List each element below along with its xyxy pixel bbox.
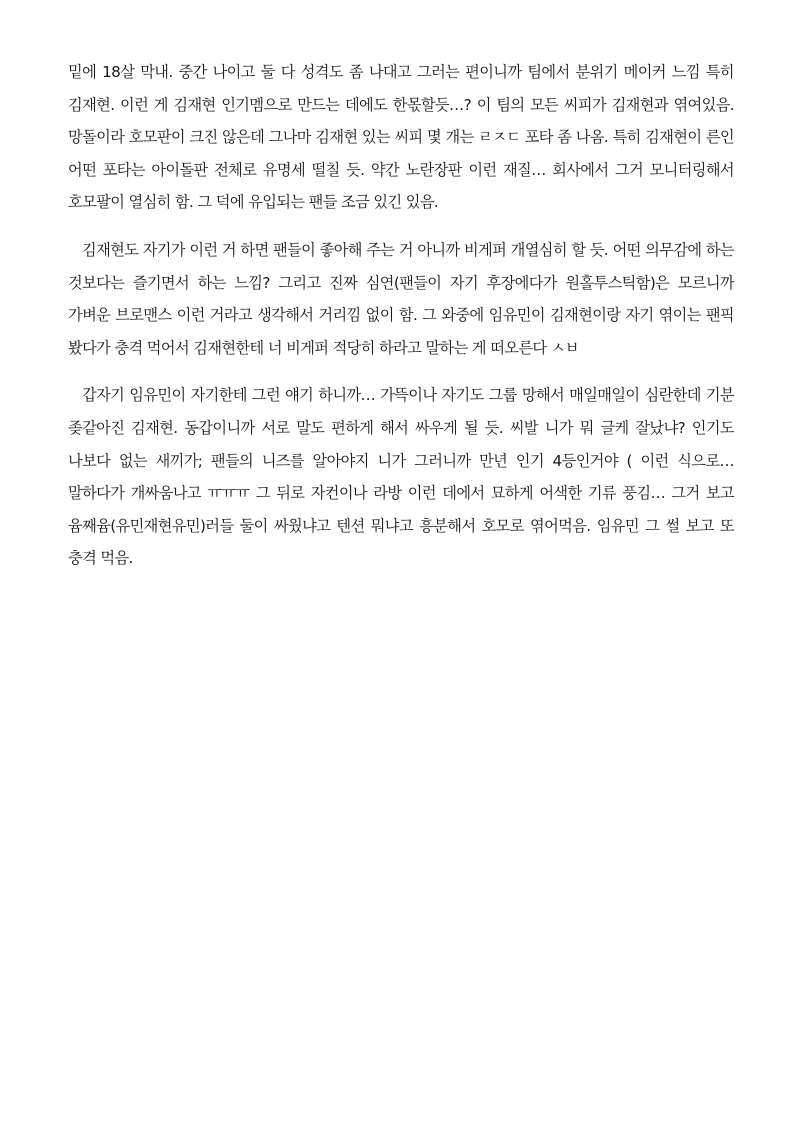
paragraph-2: 김재현도 자기가 이런 거 하면 팬들이 좋아해 주는 거 아니까 비게퍼 개열심히 할 듯. 어떤 의무감에 하는 것보다는 즐기면서 하는 느낌? 그리고 진짜 심연(팬들이 자기 후장에다가 원홀투스틱함)은 모르니까 가벼운 브로맨스 이런 거라고 생각해서 거리낌 없이 함. 그 와중에 임유민이 김재현이랑 자기 엮이는 팬픽 봤다가 충격 먹어서 김재현한테 너 비게퍼 적당히 하라고 말하는 게 떠오른다 ㅅㅂ xyxy=(68,240,734,357)
document-body xyxy=(68,56,734,590)
paragraph-1: 밑에 18살 막내. 중간 나이고 둘 다 성격도 좀 나대고 그러는 편이니까 팀에서 분위기 메이커 느낌 특히 김재현. 이런 게 김재현 인기멤으로 만드는 데에도 한몫할듯…? 이 팀의 모든 씨피가 김재현과 엮여있음. 망돌이라 호모판이 크진 않은데 그나마 김재현 있는 씨피 몇 개는 ㄹㅈㄷ 포타 좀 나옴. 특히 김재현이 른인 어떤 포타는 아이돌판 전체로 유명세 떨칠 듯. 약간 노란장판 이런 재질… 회사에서 그거 모니터링해서 호모팔이 열심히 함. 그 덕에 유입되는 팬들 조금 있긴 있음. xyxy=(68,63,734,212)
paragraph-3: 갑자기 임유민이 자기한테 그런 얘기 하니까… 가뜩이나 자기도 그룹 망해서 매일매일이 심란한데 기분 좆같아진 김재현. 동갑이니까 서로 말도 편하게 해서 싸우게 될 듯. 씨발 니가 뭐 글케 잘났냐? 인기도 나보다 없는 새끼가; 팬들의 니즈를 알아야지 니가 그러니까 만년 인기 4등인거야 ( 이런 식으로… 말하다가 개싸움나고 ㅠㅠㅠ 그 뒤로 자컨이나 라방 이런 데에서 묘하게 어색한 기류 풍김… 그거 보고 윰째윰(유민재현유민)러들 둘이 싸웠냐고 텐션 뭐냐고 흥분해서 호모로 엮어먹음. 임유민 그 썰 보고 또 충격 먹음. xyxy=(68,386,734,568)
